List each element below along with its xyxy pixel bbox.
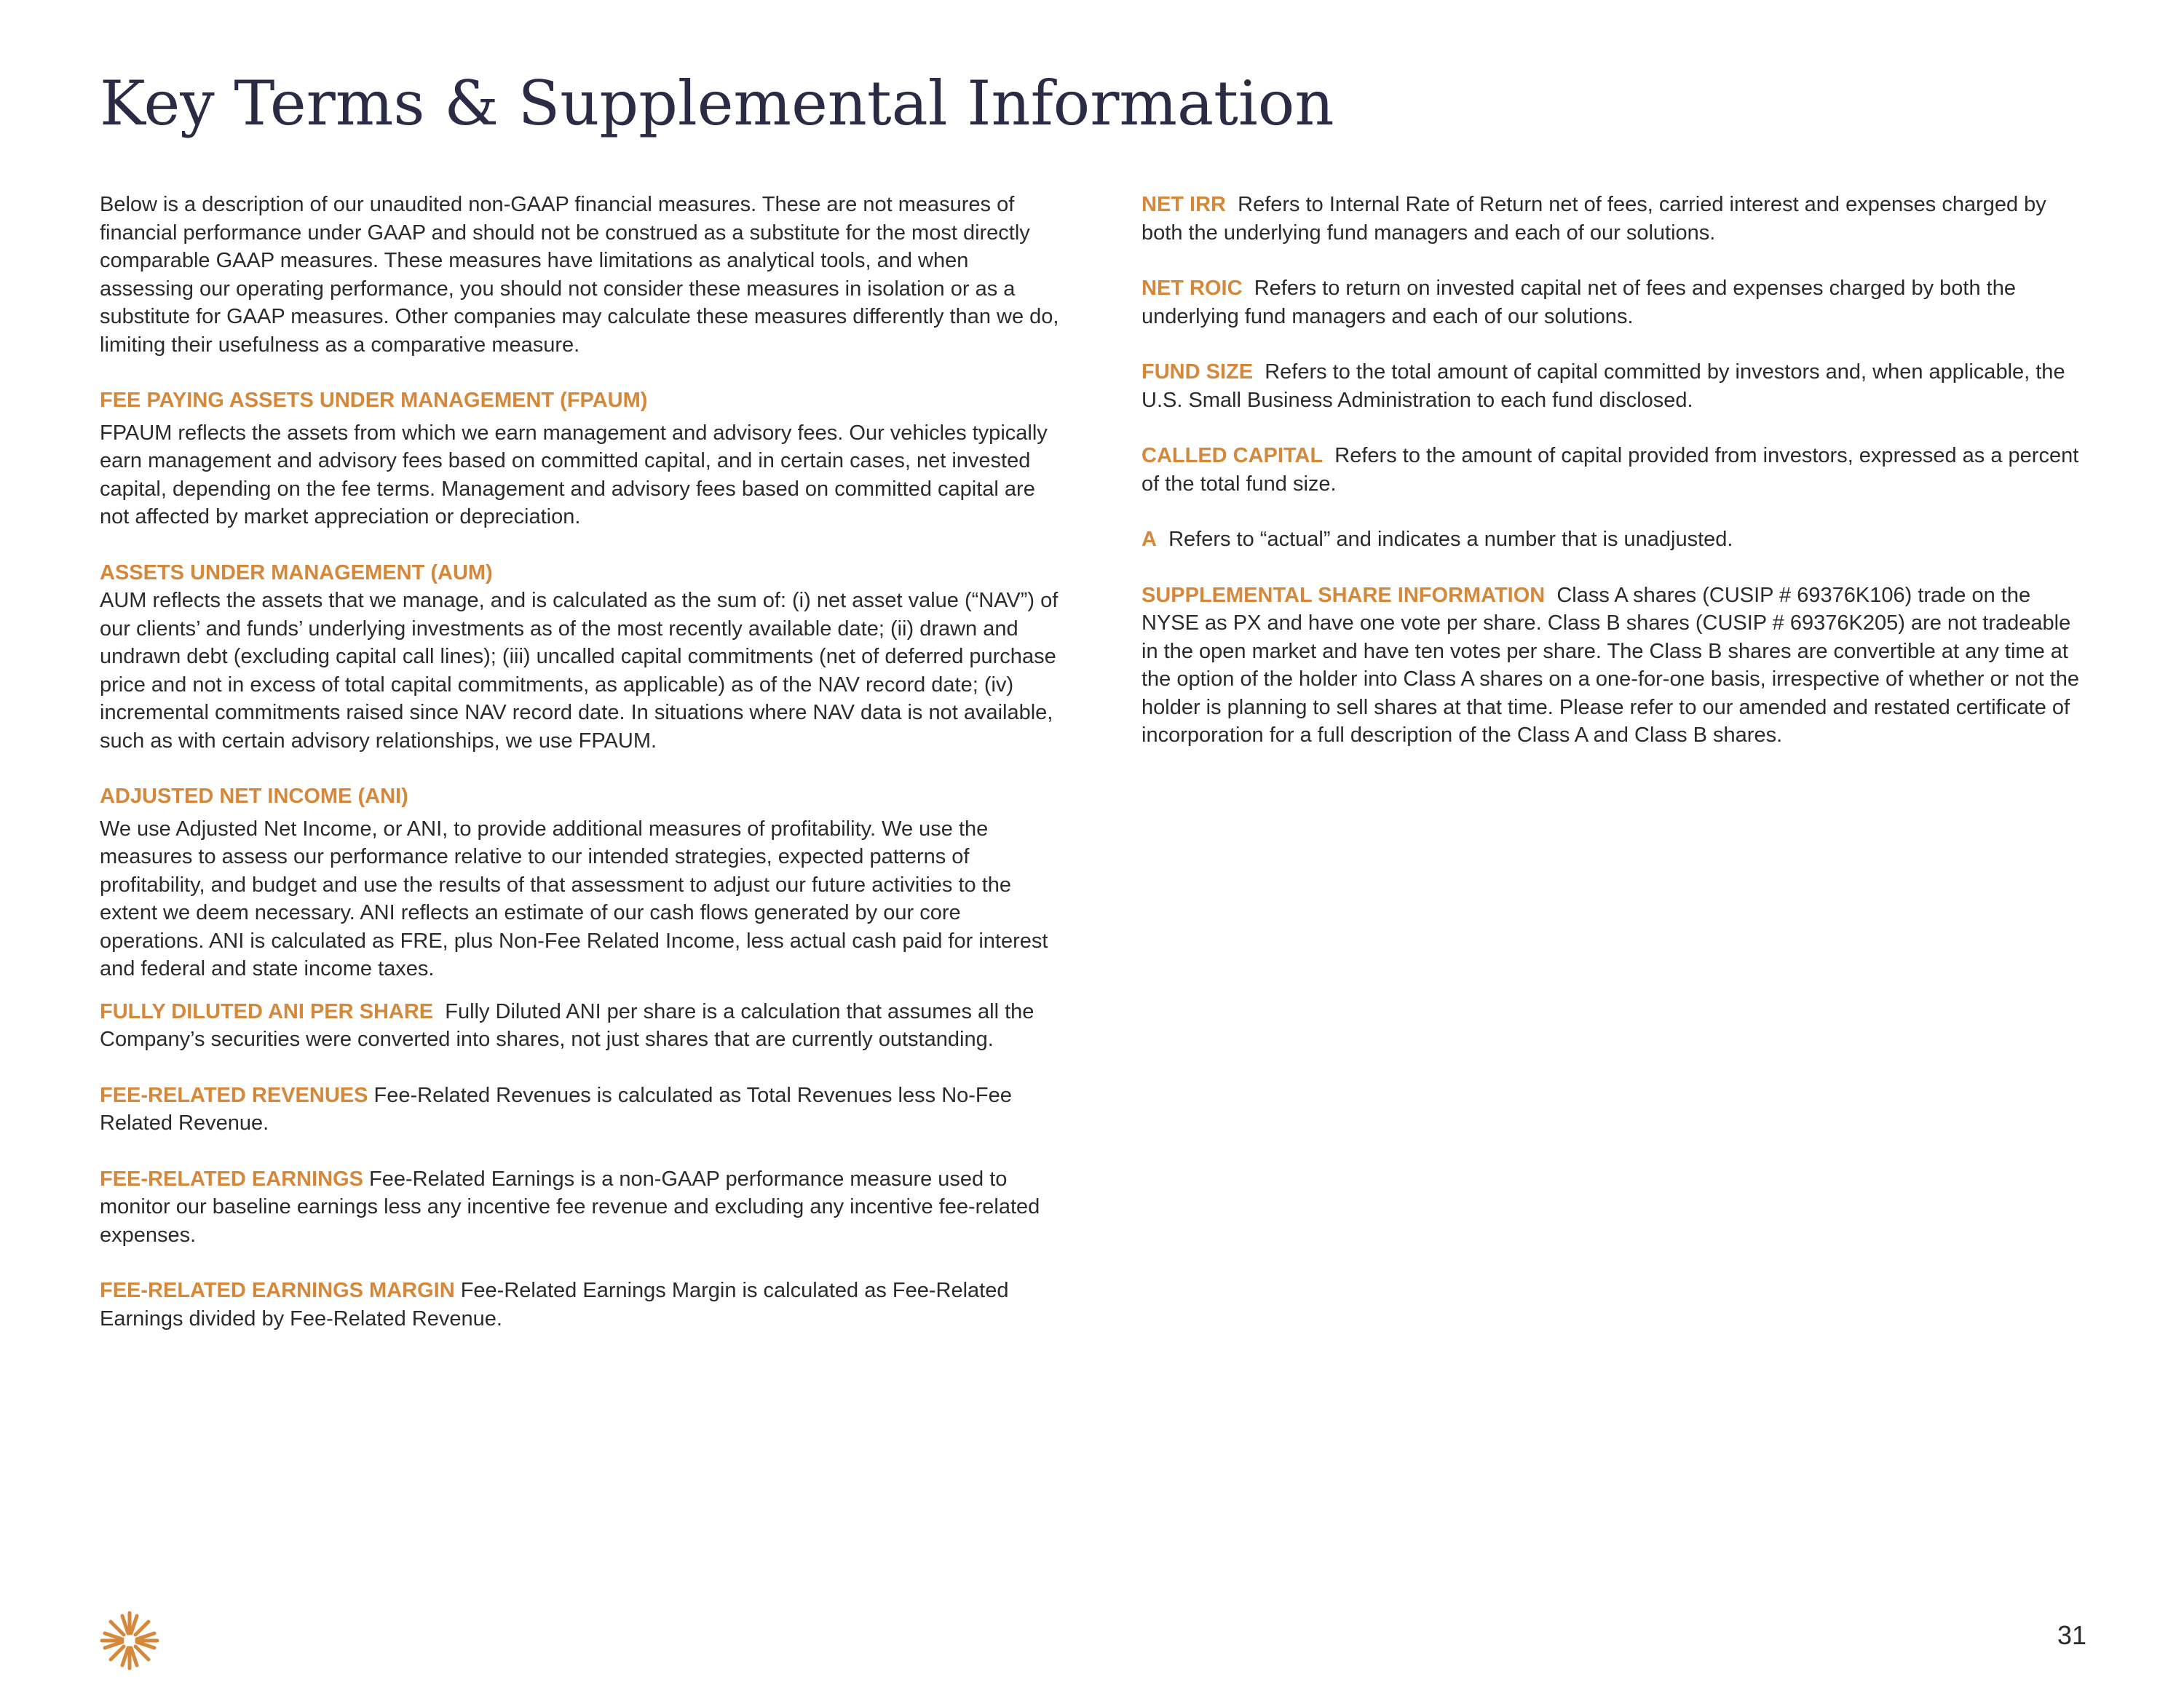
called-capital-text: Refers to the amount of capital provided from investors, expressed as a percent of the total fund size. [1142,444,2079,496]
ani-term: ADJUSTED NET INCOME (ANI) [100,785,408,808]
fee-related-revenues-definition [100,1082,1068,1138]
fund-size-text: Refers to the total amount of capital committed by investors and, when applicable, the U.S. Small Business Administration to each fund disclosed. [1142,360,2065,412]
net-roic-term: NET ROIC [1142,277,1243,300]
net-roic-definition [1142,274,2088,330]
supplemental-share-text: Class A shares (CUSIP # 69376K106) trade on the NYSE as PX and have one vote per share. Class B shares (CUSIP # 69376K205) are not tradeable in the open market and have ten votes per share. The Class B shares are convertible at any time at the option of the holder into Class A shares on a one-for-one basis, irrespective of whether or not the holder is planning to sell shares at that time. Please refer to our amended and restated certificate of incorporation for a full description of the Class A and Class B shares. [1142,583,2080,747]
fpaum-term: FEE PAYING ASSETS UNDER MANAGEMENT (FPAUM) [100,389,648,412]
left-column [100,191,1068,1360]
fund-size-term: FUND SIZE [1142,360,1254,384]
fee-related-earnings-text: Fee-Related Earnings is a non-GAAP performance measure used to monitor our baseline earnings less any incentive fee revenue and excluding any incentive fee-related expenses. [100,1167,1040,1247]
supplemental-share-definition [1142,582,2088,750]
aum-definition [100,559,1068,756]
right-column [1142,191,2088,777]
a-definition [1142,526,2088,554]
fee-related-earnings-definition [100,1165,1068,1250]
called-capital-term: CALLED CAPITAL [1142,444,1324,467]
fee-related-earnings-margin-term: FEE-RELATED EARNINGS MARGIN [100,1279,455,1302]
fee-related-earnings-margin-definition [100,1277,1068,1333]
net-roic-text: Refers to return on invested capital net of fees and expenses charged by both the underlying fund managers and each of our solutions. [1142,277,2016,328]
fee-related-earnings-term: FEE-RELATED EARNINGS [100,1167,363,1191]
fee-related-earnings-margin-text: Fee-Related Earnings Margin is calculated as Fee-Related Earnings divided by Fee-Related Revenue. [100,1279,1009,1331]
fd-ani-term: FULLY DILUTED ANI PER SHARE [100,999,434,1023]
ani-definition [100,782,1068,983]
net-irr-term: NET IRR [1142,193,1226,216]
company-logo-icon [96,1607,163,1674]
net-irr-text: Refers to Internal Rate of Return net of fees, carried interest and expenses charged by both the underlying fund managers and each of our solutions. [1142,193,2046,245]
fund-size-definition [1142,358,2088,414]
page-title: Key Terms & Supplemental Information [100,68,1334,139]
fpaum-text: FPAUM reflects the assets from which we earn management and advisory fees. Our vehicles typically earn management and advisory fees based on committed capital, and in certain cases, net invested capital, depending on the fee terms. Management and advisory fees based on committed capital are not affected by market appreciation or depreciation. [100,421,1048,528]
fpaum-definition [100,386,1068,531]
fd-ani-definition [100,998,1068,1054]
fee-related-revenues-term: FEE-RELATED REVENUES [100,1083,368,1107]
intro-paragraph: Below is a description of our unaudited non-GAAP financial measures. These are not measures of financial performance under GAAP and should not be construed as a substitute for the most directly comparable GAAP measures. These measures have limitations as analytical tools, and when assessing our operating performance, you should not consider these measures in isolation or as a substitute for GAAP measures. Other companies may calculate these measures differently than we do, limiting their usefulness as a comparative measure. [100,193,1059,357]
a-text: Refers to “actual” and indicates a number that is unadjusted. [1168,528,1733,551]
aum-term: ASSETS UNDER MANAGEMENT (AUM) [100,560,493,584]
fee-related-revenues-text: Fee-Related Revenues is calculated as Total Revenues less No-Fee Related Revenue. [100,1083,1012,1135]
page-number: 31 [2057,1620,2086,1650]
supplemental-share-term: SUPPLEMENTAL SHARE INFORMATION [1142,583,1546,607]
fd-ani-text: Fully Diluted ANI per share is a calculation that assumes all the Company’s securities were converted into shares, not just shares that are currently outstanding. [100,999,1034,1051]
net-irr-definition [1142,191,2088,247]
a-term: A [1142,528,1157,551]
aum-text: AUM reflects the assets that we manage, and is calculated as the sum of: (i) net asset value (“NAV”) of our clients’ and funds’ underlying investments as of the most recently available date; (ii) drawn and undrawn debt (excluding capital call lines); (iii) uncalled capital commitments (net of deferred purchase price and not in excess of total capital commitments, as applicable) as of the NAV record date; (iv) incremental commitments raised since NAV record date. In situations where NAV data is not available, such as with certain advisory relationships, we use FPAUM. [100,589,1059,753]
ani-text: We use Adjusted Net Income, or ANI, to provide additional measures of profitability. We use the measures to assess our performance relative to our intended strategies, expected patterns of profitability, and budget and use the results of that assessment to adjust our future activities to the extent we deem necessary. ANI reflects an estimate of our cash flows generated by our core operations. ANI is calculated as FRE, plus Non-Fee Related Income, less actual cash paid for interest and federal and state income taxes. [100,817,1048,980]
called-capital-definition [1142,442,2088,498]
